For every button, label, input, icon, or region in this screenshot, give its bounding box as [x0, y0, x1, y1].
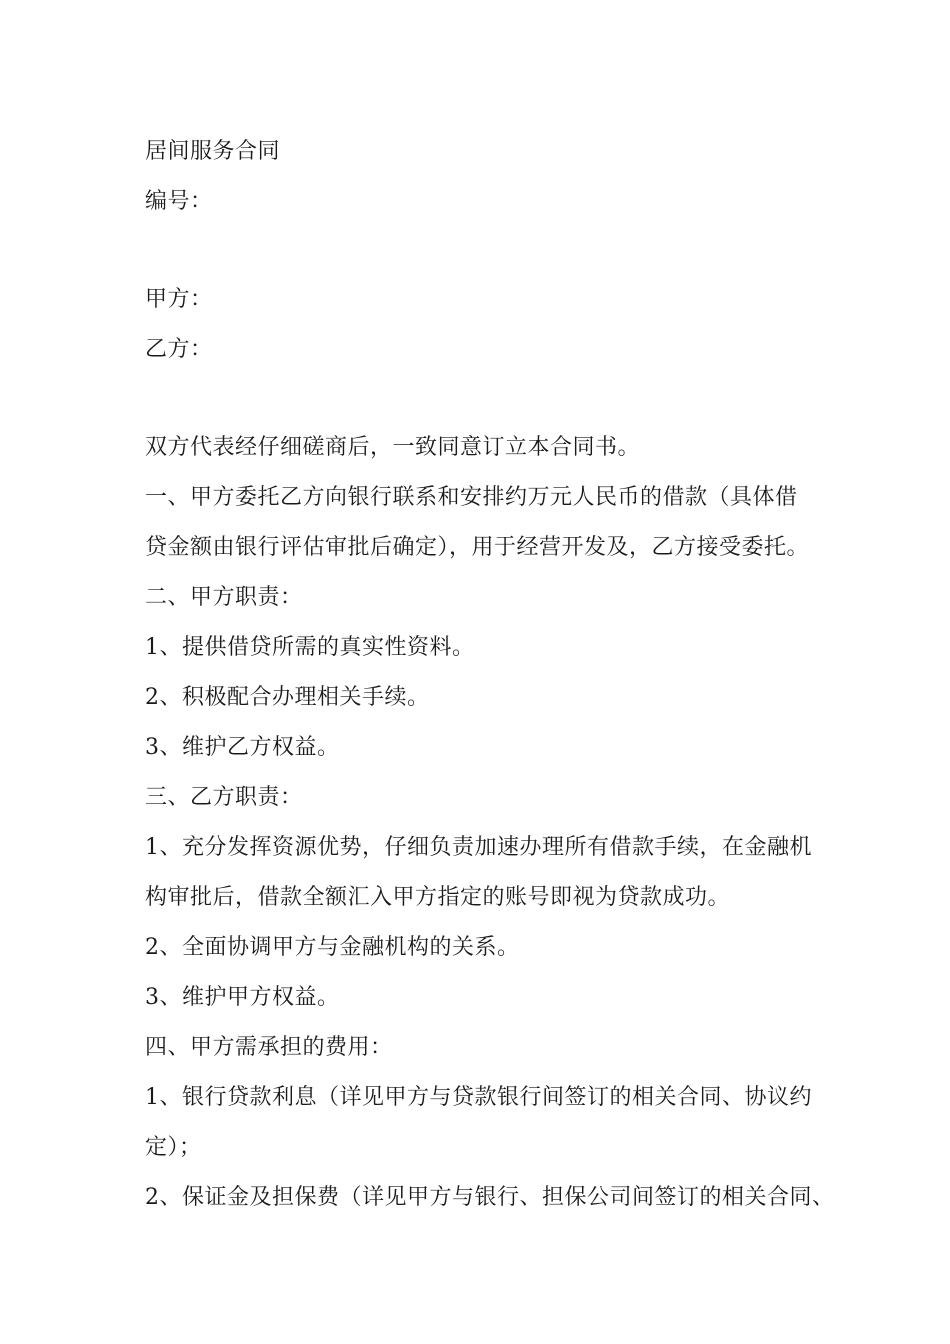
body-line: 2、全面协调甲方与金融机构的关系。 [145, 935, 520, 960]
body-line: 定）； [145, 1135, 202, 1160]
section-heading: 三、乙方职责： [145, 785, 303, 810]
party-a-label: 甲方： [145, 287, 213, 312]
body-line: 1、充分发挥资源优势，仔细负责加速办理所有借款手续，在金融机 [145, 835, 812, 860]
body-line: 贷金额由银行评估审批后确定），用于经营开发及，乙方接受委托。 [145, 535, 810, 560]
document-title: 居间服务合同 [145, 139, 281, 164]
body-line: 2、积极配合办理相关手续。 [145, 685, 430, 710]
body-line: 构审批后，借款全额汇入甲方指定的账号即视为贷款成功。 [145, 885, 731, 910]
body-line: 一、甲方委托乙方向银行联系和安排约万元人民币的借款（具体借 [145, 485, 798, 510]
body-line: 双方代表经仔细磋商后，一致同意订立本合同书。 [145, 435, 641, 460]
section-heading: 二、甲方职责： [145, 585, 303, 610]
body-line: 1、提供借贷所需的真实性资料。 [145, 635, 475, 660]
body-line: 3、维护甲方权益。 [145, 985, 340, 1010]
body-line: 2、保证金及担保费（详见甲方与银行、担保公司间签订的相关合同、 [145, 1185, 835, 1210]
party-b-label: 乙方： [145, 337, 213, 362]
body-line: 1、银行贷款利息（详见甲方与贷款银行间签订的相关合同、协议约 [145, 1085, 812, 1110]
contract-number-label: 编号： [145, 189, 213, 214]
body-line: 3、维护乙方权益。 [145, 735, 340, 760]
section-heading: 四、甲方需承担的费用： [145, 1035, 393, 1060]
